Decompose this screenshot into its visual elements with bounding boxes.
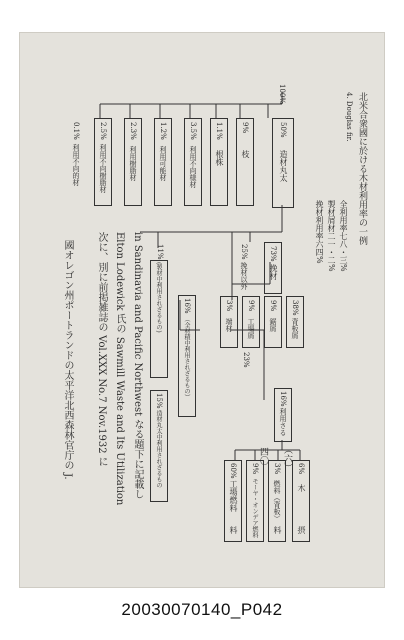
flow-factory-fuel-label: 工場燃料 bbox=[229, 480, 238, 512]
flow-box-logs-pct: 50% bbox=[279, 122, 287, 138]
flow-box-last-label: 利用不向的材 bbox=[72, 144, 80, 186]
flow-factory-fuel-pct: 60% bbox=[229, 463, 237, 479]
flow-wood-tail: 摂 bbox=[297, 526, 306, 534]
flow-other-pct: 25% bbox=[240, 244, 248, 260]
flow-box-sawn-pct: 73% bbox=[269, 246, 277, 262]
flow-box-resin-unusable-label: 利用不向樹脂材 bbox=[99, 144, 107, 193]
body-text-line-2: Elton Lodewick 氏の Sawmill Waste and Its Utilization bbox=[114, 232, 125, 506]
flow-utilized-label: 利用さる bbox=[279, 408, 287, 436]
flow-box-unusable-pct: 3.5% bbox=[189, 122, 197, 140]
flow-fuel-slab-tail: 料 bbox=[273, 526, 282, 534]
flow-box-branch-pct: 9% bbox=[241, 122, 249, 134]
page-number: 四〇 bbox=[258, 447, 268, 465]
flow-box-stump-pct: 1.1% bbox=[215, 122, 223, 140]
flow-sawdust-pct: 9% bbox=[269, 300, 277, 312]
flow-box-usable-label: 利用可能材 bbox=[159, 146, 167, 181]
species-label: 4. Douglas fir. bbox=[345, 92, 353, 142]
flow-box-last-pct: 0.1% bbox=[72, 122, 80, 140]
body-text-line-3: in Sandinavia and Pacific Northwest なる題下に記載し bbox=[132, 232, 143, 500]
flow-sawdust-label: 鋸屑 bbox=[269, 318, 277, 332]
flow-box-sawn-label: 挽材 bbox=[269, 264, 278, 280]
flow-unused-logs-label: 造材丸太中利用されざるもの bbox=[155, 410, 162, 488]
flow-mill-waste-label: (製材中利用されざるもの) bbox=[155, 262, 162, 333]
flow-unused-logs-pct: 15% bbox=[155, 393, 163, 409]
flow-unused-total-label: （全材積中利用されざるもの） bbox=[183, 316, 190, 400]
flow-box-resin-label: 利用樹脂材 bbox=[129, 146, 137, 181]
flow-box-usable-pct: 1.2% bbox=[159, 122, 167, 140]
flow-wood-label: 木 bbox=[297, 484, 306, 492]
body-text-line-1: 次に、別に前掲雑誌の Vol.XXX No.7 Nov.1932 に bbox=[96, 232, 107, 467]
flow-wood-pct: 6% bbox=[297, 463, 305, 475]
flowchart-root: 100% bbox=[278, 84, 286, 105]
document-id: 20030070140_P042 bbox=[121, 600, 283, 619]
flow-box-logs-label: 造材丸太 bbox=[279, 150, 288, 182]
flow-box-resin-unusable-pct: 2.5% bbox=[99, 122, 107, 140]
flow-mid-23-pct: 23% bbox=[242, 352, 250, 368]
section-title: 北米合衆國に於ける木材利用率の一例 bbox=[357, 92, 367, 245]
flow-slab-pct: 38% bbox=[291, 300, 299, 316]
flow-factory-fuel-tail: 料 bbox=[229, 526, 238, 534]
flow-ends-pct: 3% bbox=[225, 300, 233, 312]
flow-fuel-slab-label: 燃料（背板） bbox=[273, 480, 281, 522]
summary-line-1: 全利用率七八・三% bbox=[339, 200, 348, 272]
summary-line-3: 挽材利用率六四% bbox=[315, 200, 324, 264]
flow-fuel-slab-pct: 3% bbox=[273, 463, 281, 475]
flow-fuel-other-label: モーヤ・オンデア燃料 bbox=[251, 478, 258, 538]
flow-factory-waste-label: 工場屑 bbox=[247, 318, 255, 339]
flow-utilized-pct: 16% bbox=[279, 391, 287, 407]
body-text-line-4: 國オレゴン州ポートランドの太平洋北西森林官庁の J. bbox=[62, 240, 73, 480]
flow-fuel-other-pct: 9% bbox=[251, 463, 259, 475]
flow-box-unusable-label: 利用不向様材 bbox=[189, 146, 197, 188]
flow-unused-total-pct: 16% bbox=[183, 298, 191, 314]
flow-ends-label: 端材 bbox=[225, 318, 233, 332]
flow-box-stump-label: 根株 bbox=[215, 150, 224, 166]
page-number-paren: （六） bbox=[282, 445, 292, 472]
flow-box-resin-pct: 2.3% bbox=[129, 122, 137, 140]
flow-box-branch-label: 枝 bbox=[241, 150, 250, 158]
summary-line-2: 製材屑材二一・二% bbox=[327, 200, 336, 272]
flow-slab-label: 背板屑 bbox=[291, 318, 299, 339]
flow-other-label: 挽材以外 bbox=[240, 262, 248, 290]
flow-factory-waste-pct: 9% bbox=[247, 300, 255, 312]
flow-mill-waste-pct: 11% bbox=[156, 244, 164, 260]
